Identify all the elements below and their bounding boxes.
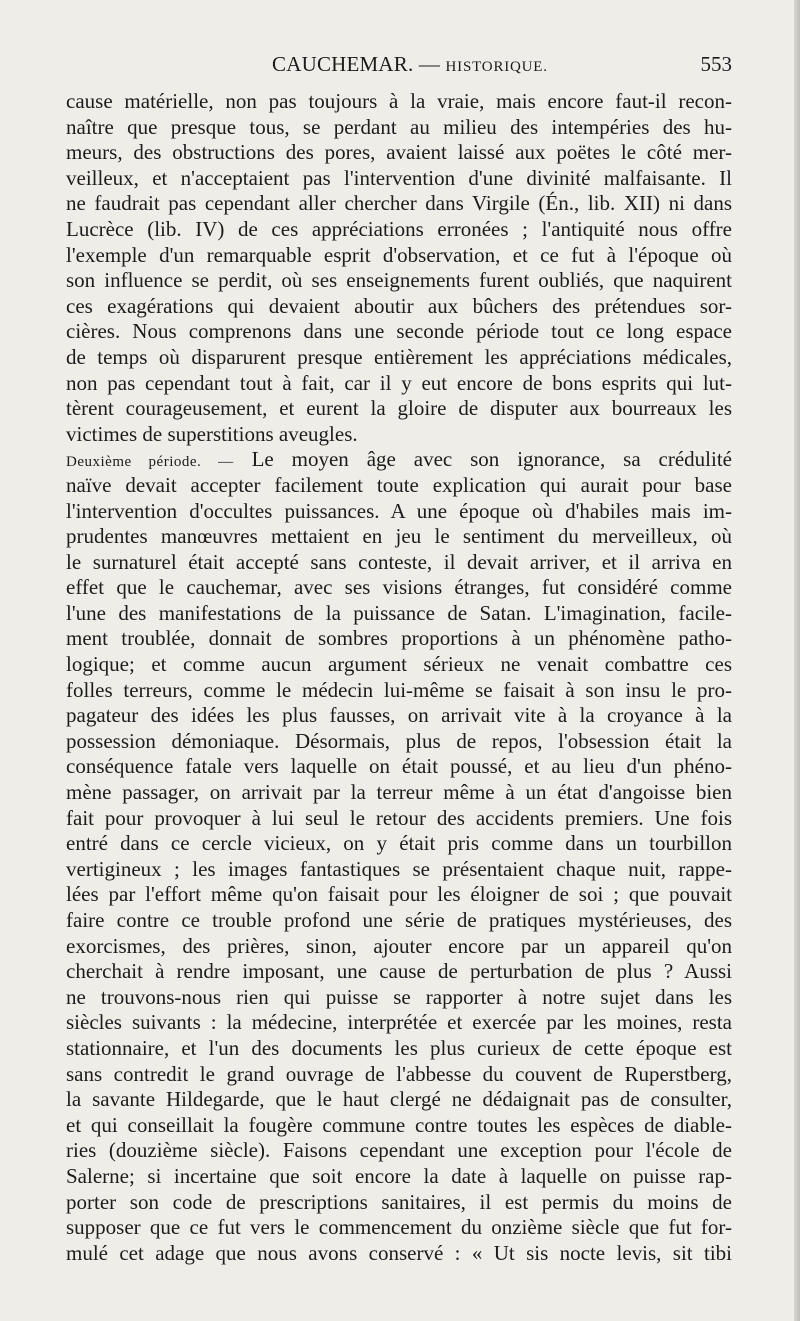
text-line: non pas cependant tout à fait, car il y eut encore de bons esprits qui lut- <box>66 370 732 395</box>
text-line: mulé cet adage que nous avons conservé : « Ut sis nocte levis, sit tibi <box>66 1240 732 1265</box>
text-line: naître que presque tous, se perdant au milieu des intempéries des hu- <box>66 114 732 139</box>
text-line: sans contredit le grand ouvrage de l'abbesse du couvent de Ruperstberg, <box>66 1061 732 1086</box>
text-line: fait pour provoquer à lui seul le retour des accidents premiers. Une fois <box>66 805 732 830</box>
text-line: entré dans ce cercle vicieux, on y était pris comme dans un tourbillon <box>66 831 732 856</box>
text-line: vertigineux ; les images fantastiques se présentaient chaque nuit, rappe- <box>66 856 732 881</box>
text-line: Salerne; si incertaine que soit encore la date à laquelle on puisse rap- <box>66 1163 732 1188</box>
text-line: l'une des manifestations de la puissance de Satan. L'imagination, facile- <box>66 600 732 625</box>
text-line: siècles suivants : la médecine, interprétée et exercée par les moines, resta <box>66 1010 732 1035</box>
text-line-fragment: Le moyen âge avec son ignorance, sa crédulité <box>233 447 732 472</box>
text-line: logique; et comme aucun argument sérieux ne venait combattre ces <box>66 652 732 677</box>
text-line: le surnaturel était accepté sans conteste, il devait arriver, et il arriva en <box>66 549 732 574</box>
text-line: meurs, des obstructions des pores, avaient laissé aux poëtes le côté mer- <box>66 140 732 165</box>
text-line: lées par l'effort même qu'on faisait pour les éloigner de soi ; que pouvait <box>66 882 732 907</box>
page-number: 553 <box>700 52 732 76</box>
text-line: Lucrèce (lib. IV) de ces appréciations erronées ; l'antiquité nous offre <box>66 216 732 241</box>
text-line: conséquence fatale vers laquelle on était poussé, et au lieu d'un phéno- <box>66 754 732 779</box>
text-line: tèrent courageusement, et eurent la gloire de disputer aux bourreaux les <box>66 396 732 421</box>
text-line: ces exagérations qui devaient aboutir aux bûchers des prétendues sor- <box>66 293 732 318</box>
text-line: victimes de superstitions aveugles. <box>66 421 358 446</box>
text-line: et qui conseillait la fougère commune contre toutes les espèces de diable- <box>66 1112 732 1137</box>
text-line: cières. Nous comprenons dans une seconde période tout ce long espace <box>66 319 732 344</box>
text-line: possession démoniaque. Désormais, plus de repos, l'obsession était la <box>66 728 732 753</box>
text-line: veilleux, et n'acceptaient pas l'intervention d'une divinité malfaisante. Il <box>66 165 732 190</box>
page-edge <box>794 0 800 1321</box>
text-line: cause matérielle, non pas toujours à la vraie, mais encore faut-il recon- <box>66 89 732 113</box>
text-line: ne faudrait pas cependant aller chercher dans Virgile (Én., lib. XII) ni dans <box>66 191 732 216</box>
text-line: naïve devait accepter facilement toute explication qui aurait pour base <box>66 472 732 497</box>
text-line: l'exemple d'un remarquable esprit d'observation, et ce fut à l'époque où <box>66 242 732 267</box>
text-line: folles terreurs, comme le médecin lui-même se faisait à son insu le pro- <box>66 677 732 702</box>
running-title <box>272 52 548 77</box>
text-line: prudentes manœuvres mettaient en jeu le sentiment du merveilleux, où <box>66 524 732 549</box>
text-line: ne trouvons-nous rien qui puisse se rapporter à notre sujet dans les <box>66 984 732 1009</box>
section-title: HISTORIQUE. <box>445 59 548 75</box>
text-line: stationnaire, et l'un des documents les plus curieux de cette époque est <box>66 1035 732 1060</box>
text-line: porter son code de prescriptions sanitaires, il est permis du moins de <box>66 1189 732 1214</box>
text-line: la savante Hildegarde, que le haut clergé ne dédaignait pas de consulter, <box>66 1087 732 1112</box>
text-line: l'intervention d'occultes puissances. A une époque où d'habiles mais im- <box>66 498 732 523</box>
text-line: cherchait à rendre imposant, une cause de perturbation de plus ? Aussi <box>66 959 732 984</box>
text-line: pagateur des idées les plus fausses, on arrivait vite à la croyance à la <box>66 703 732 728</box>
text-line: effet que le cauchemar, avec ses visions étranges, fut considéré comme <box>66 575 732 600</box>
chapter-title: CAUCHEMAR. — <box>272 52 446 76</box>
text-line: ment troublée, donnait de sombres proportions à un phénomène patho- <box>66 626 732 651</box>
text-line: de temps où disparurent presque entièrement les appréciations médicales, <box>66 344 732 369</box>
text-line: son influence se perdit, où ses enseignements furent oubliés, que naquirent <box>66 268 732 293</box>
text-line: supposer que ce fut vers le commencement du onzième siècle que fut for- <box>66 1215 732 1240</box>
section-heading-line <box>66 447 732 473</box>
running-header <box>66 50 732 82</box>
text-line: ries (douzième siècle). Faisons cependant une exception pour l'école de <box>66 1138 732 1163</box>
text-line: exorcismes, des prières, sinon, ajouter encore par un appareil qu'on <box>66 933 732 958</box>
section-heading: Deuxième période. — <box>66 454 234 471</box>
body-text <box>66 89 732 1266</box>
text-line: faire contre ce trouble profond une série de pratiques mystérieuses, des <box>66 908 732 932</box>
text-line: mène passager, on arrivait par la terreur même à un état d'angoisse bien <box>66 780 732 805</box>
